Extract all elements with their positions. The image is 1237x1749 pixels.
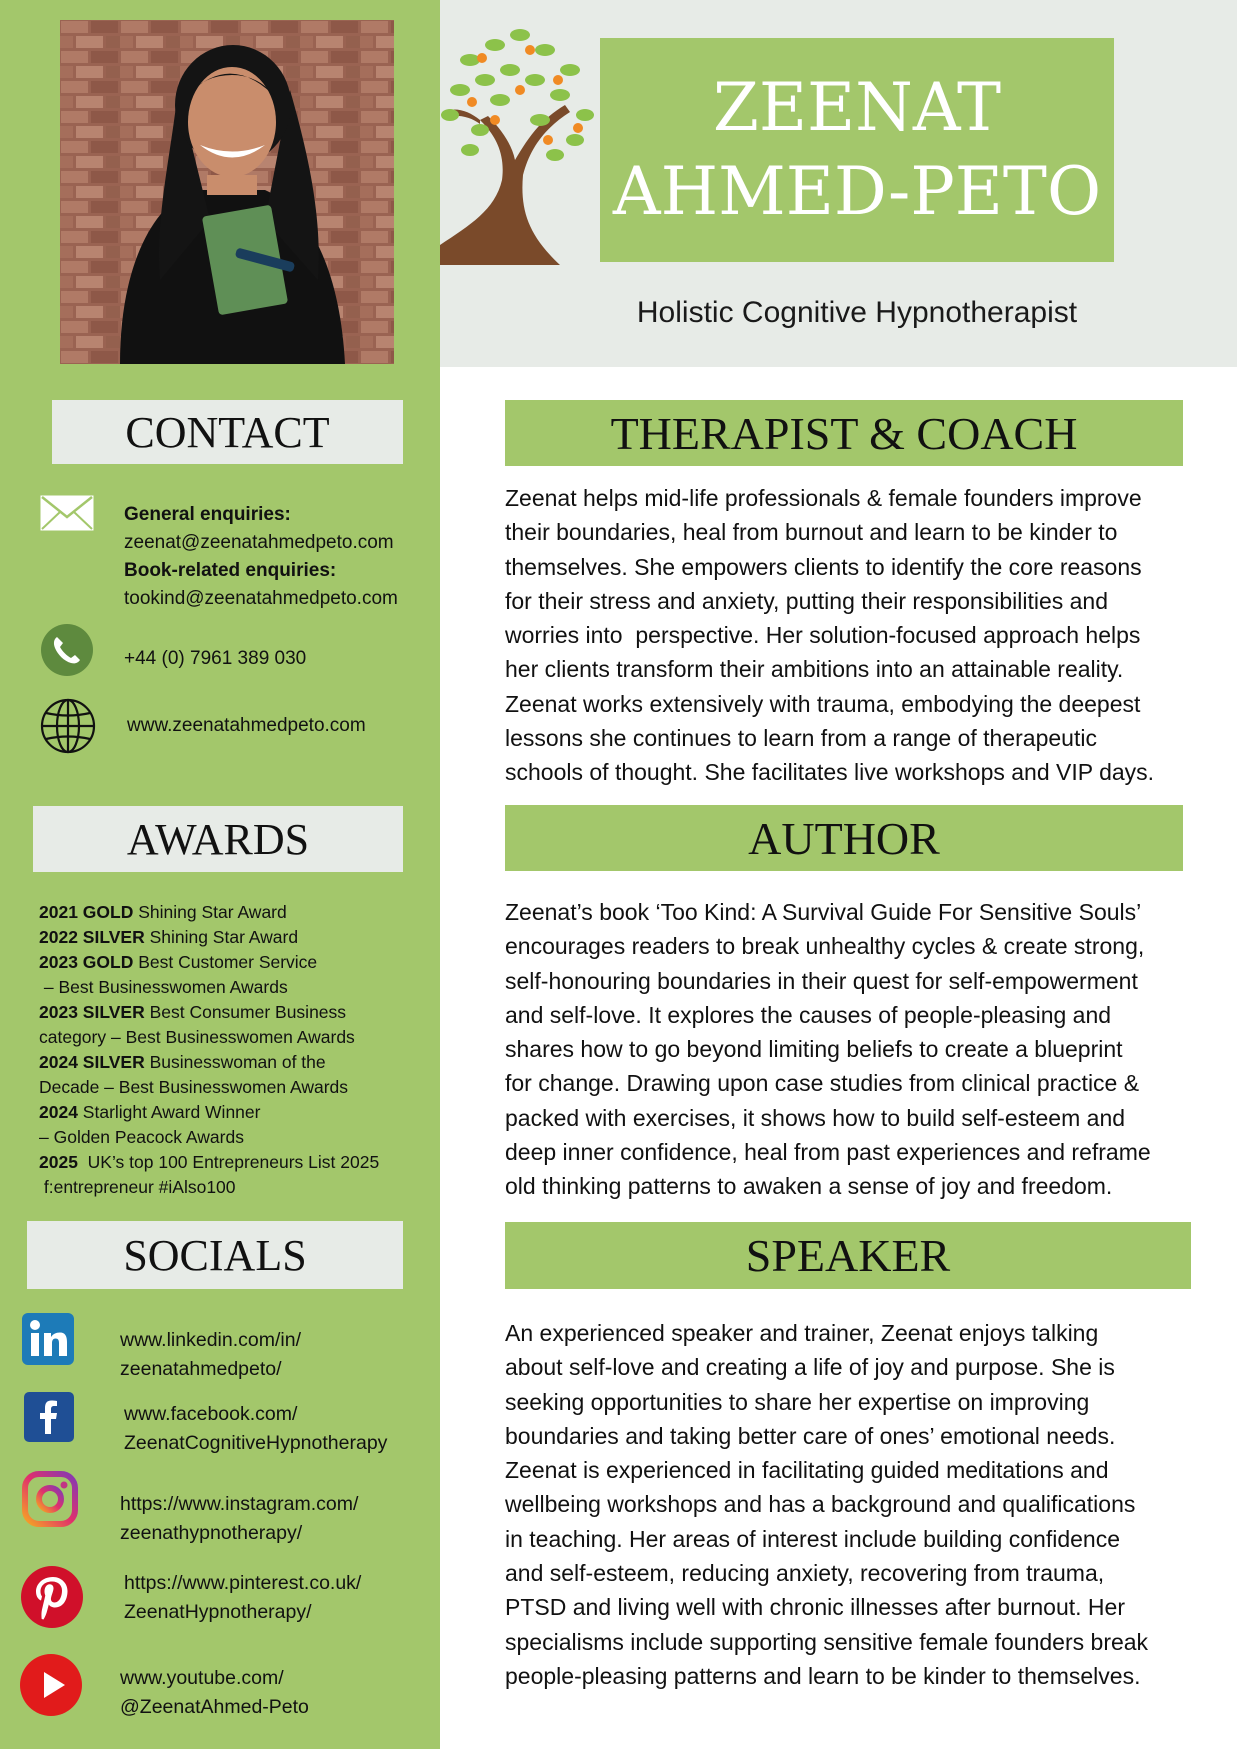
speaker-body bbox=[505, 1316, 1195, 1693]
award-line bbox=[39, 1125, 409, 1150]
award-line bbox=[39, 975, 409, 1000]
award-text: UK’s top 100 Entrepreneurs List 2025 bbox=[77, 1152, 380, 1172]
body-line: old thinking patterns to awaken a sense of joy and freedom. bbox=[505, 1173, 1113, 1200]
award-line bbox=[39, 1000, 409, 1025]
body-line: about self-love and creating a life of joy and purpose. She is bbox=[505, 1354, 1115, 1381]
facebook-icon[interactable] bbox=[24, 1392, 76, 1444]
name-line-1: ZEENAT bbox=[712, 69, 1002, 146]
facebook-link[interactable] bbox=[124, 1400, 387, 1457]
award-line bbox=[39, 1075, 409, 1100]
youtube-link[interactable] bbox=[120, 1664, 309, 1721]
instagram-line-1: https://www.instagram.com/ bbox=[120, 1493, 359, 1515]
linkedin-line-1: www.linkedin.com/in/ bbox=[120, 1329, 301, 1351]
body-line: lessons she continues to learn from a range of therapeutic bbox=[505, 725, 1097, 752]
body-line: Zeenat works extensively with trauma, embodying the deepest bbox=[505, 690, 1141, 717]
name-banner bbox=[600, 38, 1114, 262]
body-line: An experienced speaker and trainer, Zeenat enjoys talking bbox=[505, 1320, 1099, 1346]
award-line bbox=[39, 925, 409, 950]
body-line: schools of thought. She facilitates live workshops and VIP days. bbox=[505, 759, 1155, 786]
award-year-label: 2021 GOLD bbox=[39, 902, 134, 922]
award-line bbox=[39, 1150, 409, 1175]
body-line: Zeenat’s book ‘Too Kind: A Survival Guide For Sensitive Souls’ bbox=[505, 899, 1142, 925]
award-text: Shining Star Award bbox=[133, 902, 287, 922]
award-text: category – Best Businesswomen Awards bbox=[39, 1027, 355, 1047]
envelope-icon bbox=[40, 495, 94, 536]
body-line: their boundaries, heal from burnout and learn to be kinder to bbox=[505, 519, 1118, 546]
award-text: Best Customer Service bbox=[133, 952, 318, 972]
instagram-line-2: zeenathypnotherapy/ bbox=[120, 1521, 303, 1544]
phone-icon bbox=[40, 623, 94, 682]
body-line: for change. Drawing upon case studies from clinical practice & bbox=[505, 1070, 1140, 1097]
award-line bbox=[39, 1050, 409, 1075]
body-line: encourages readers to break unhealthy cycles & create strong, bbox=[505, 933, 1145, 960]
author-body bbox=[505, 895, 1195, 1204]
pinterest-line-1: https://www.pinterest.co.uk/ bbox=[124, 1572, 362, 1594]
award-year-label: 2024 SILVER bbox=[39, 1052, 145, 1072]
body-line: deep inner confidence, heal from past experiences and reframe bbox=[505, 1139, 1151, 1166]
award-line bbox=[39, 1175, 409, 1200]
book-email-link[interactable]: tookind@zeenatahmedpeto.com bbox=[124, 588, 398, 609]
award-line bbox=[39, 950, 409, 975]
body-line: Zeenat is experienced in facilitating guided meditations and bbox=[505, 1457, 1109, 1484]
body-line: wellbeing workshops and has a background and qualifications bbox=[505, 1491, 1136, 1518]
linkedin-icon[interactable] bbox=[22, 1313, 74, 1365]
therapist-body bbox=[505, 481, 1195, 790]
tree-logo-icon bbox=[440, 20, 595, 265]
facebook-line-1: www.facebook.com/ bbox=[124, 1403, 298, 1425]
socials-heading: SOCIALS bbox=[27, 1221, 403, 1289]
body-line: shares how to go beyond limiting beliefs to create a blueprint bbox=[505, 1036, 1123, 1063]
body-line: for their stress and anxiety, putting their responsibilities and bbox=[505, 587, 1108, 614]
body-line: PTSD and living well with chronic illnesses after burnout. Her bbox=[505, 1594, 1125, 1621]
body-line: themselves. She empowers clients to identify the core reasons bbox=[505, 553, 1142, 580]
general-email-link[interactable]: zeenat@zeenatahmedpeto.com bbox=[124, 532, 394, 553]
name-line-2: AHMED-PETO bbox=[612, 153, 1102, 230]
body-line: specialisms include supporting sensitive female founders break bbox=[505, 1628, 1149, 1655]
body-line: in teaching. Her areas of interest include building confidence bbox=[505, 1525, 1120, 1552]
pinterest-link[interactable] bbox=[124, 1569, 361, 1626]
body-line: worries into perspective. Her solution-focused approach helps bbox=[505, 622, 1141, 649]
instagram-link[interactable] bbox=[120, 1490, 358, 1547]
body-line: self-honouring boundaries in their quest for self-empowerment bbox=[505, 967, 1138, 994]
portrait-photo bbox=[60, 20, 394, 364]
website-link[interactable]: www.zeenatahmedpeto.com bbox=[127, 715, 366, 736]
body-line: seeking opportunities to share her expertise on improving bbox=[505, 1388, 1090, 1415]
body-line: and self-esteem, reducing anxiety, recovering from trauma, bbox=[505, 1560, 1105, 1587]
linkedin-line-2: zeenatahmedpeto/ bbox=[120, 1357, 282, 1380]
globe-icon bbox=[40, 698, 96, 759]
award-text: – Best Businesswomen Awards bbox=[39, 977, 288, 997]
youtube-icon[interactable] bbox=[20, 1654, 82, 1716]
award-line bbox=[39, 1025, 409, 1050]
email-block bbox=[124, 501, 398, 613]
job-title: Holistic Cognitive Hypnotherapist bbox=[636, 296, 1078, 329]
award-year-label: 2025 bbox=[39, 1152, 78, 1172]
award-year-label: 2023 GOLD bbox=[39, 952, 134, 972]
pinterest-line-2: ZeenatHypnotherapy/ bbox=[124, 1600, 312, 1623]
general-enquiries-label: General enquiries: bbox=[124, 504, 291, 525]
author-heading: AUTHOR bbox=[505, 805, 1183, 871]
award-text: Best Consumer Business bbox=[144, 1002, 347, 1022]
award-text: Decade – Best Businesswomen Awards bbox=[39, 1077, 349, 1097]
body-line: her clients transform their ambitions into an attainable reality. bbox=[505, 656, 1124, 683]
instagram-icon[interactable] bbox=[22, 1471, 74, 1523]
youtube-line-1: www.youtube.com/ bbox=[120, 1667, 284, 1689]
facebook-line-2: ZeenatCognitiveHypnotherapy bbox=[124, 1431, 388, 1454]
book-enquiries-label: Book-related enquiries: bbox=[124, 560, 337, 581]
awards-list bbox=[39, 900, 409, 1200]
body-line: and self-love. It explores the causes of people-pleasing and bbox=[505, 1001, 1112, 1028]
linkedin-link[interactable] bbox=[120, 1326, 301, 1383]
award-text: Businesswoman of the bbox=[144, 1052, 326, 1072]
award-text: f:entrepreneur #iAlso100 bbox=[39, 1177, 236, 1197]
award-text: – Golden Peacock Awards bbox=[39, 1127, 244, 1147]
body-line: Zeenat helps mid-life professionals & female founders improve bbox=[505, 485, 1142, 511]
speaker-heading: SPEAKER bbox=[505, 1222, 1191, 1289]
body-line: people-pleasing patterns and learn to be kinder to themselves. bbox=[505, 1662, 1141, 1689]
award-line bbox=[39, 1100, 409, 1125]
therapist-heading: THERAPIST & COACH bbox=[505, 400, 1183, 466]
award-line bbox=[39, 900, 409, 925]
body-line: packed with exercises, it shows how to build self-esteem and bbox=[505, 1104, 1126, 1131]
award-text: Shining Star Award bbox=[144, 927, 299, 947]
award-text: Starlight Award Winner bbox=[77, 1102, 261, 1122]
pinterest-icon[interactable] bbox=[21, 1566, 83, 1628]
award-year-label: 2024 bbox=[39, 1102, 78, 1122]
awards-heading: AWARDS bbox=[33, 806, 403, 872]
contact-heading: CONTACT bbox=[52, 400, 403, 464]
award-year-label: 2023 SILVER bbox=[39, 1002, 145, 1022]
body-line: boundaries and taking better care of ones’ emotional needs. bbox=[505, 1422, 1116, 1449]
award-year-label: 2022 SILVER bbox=[39, 927, 145, 947]
youtube-line-2: @ZeenatAhmed-Peto bbox=[120, 1695, 309, 1718]
phone-number[interactable]: +44 (0) 7961 389 030 bbox=[124, 648, 307, 669]
